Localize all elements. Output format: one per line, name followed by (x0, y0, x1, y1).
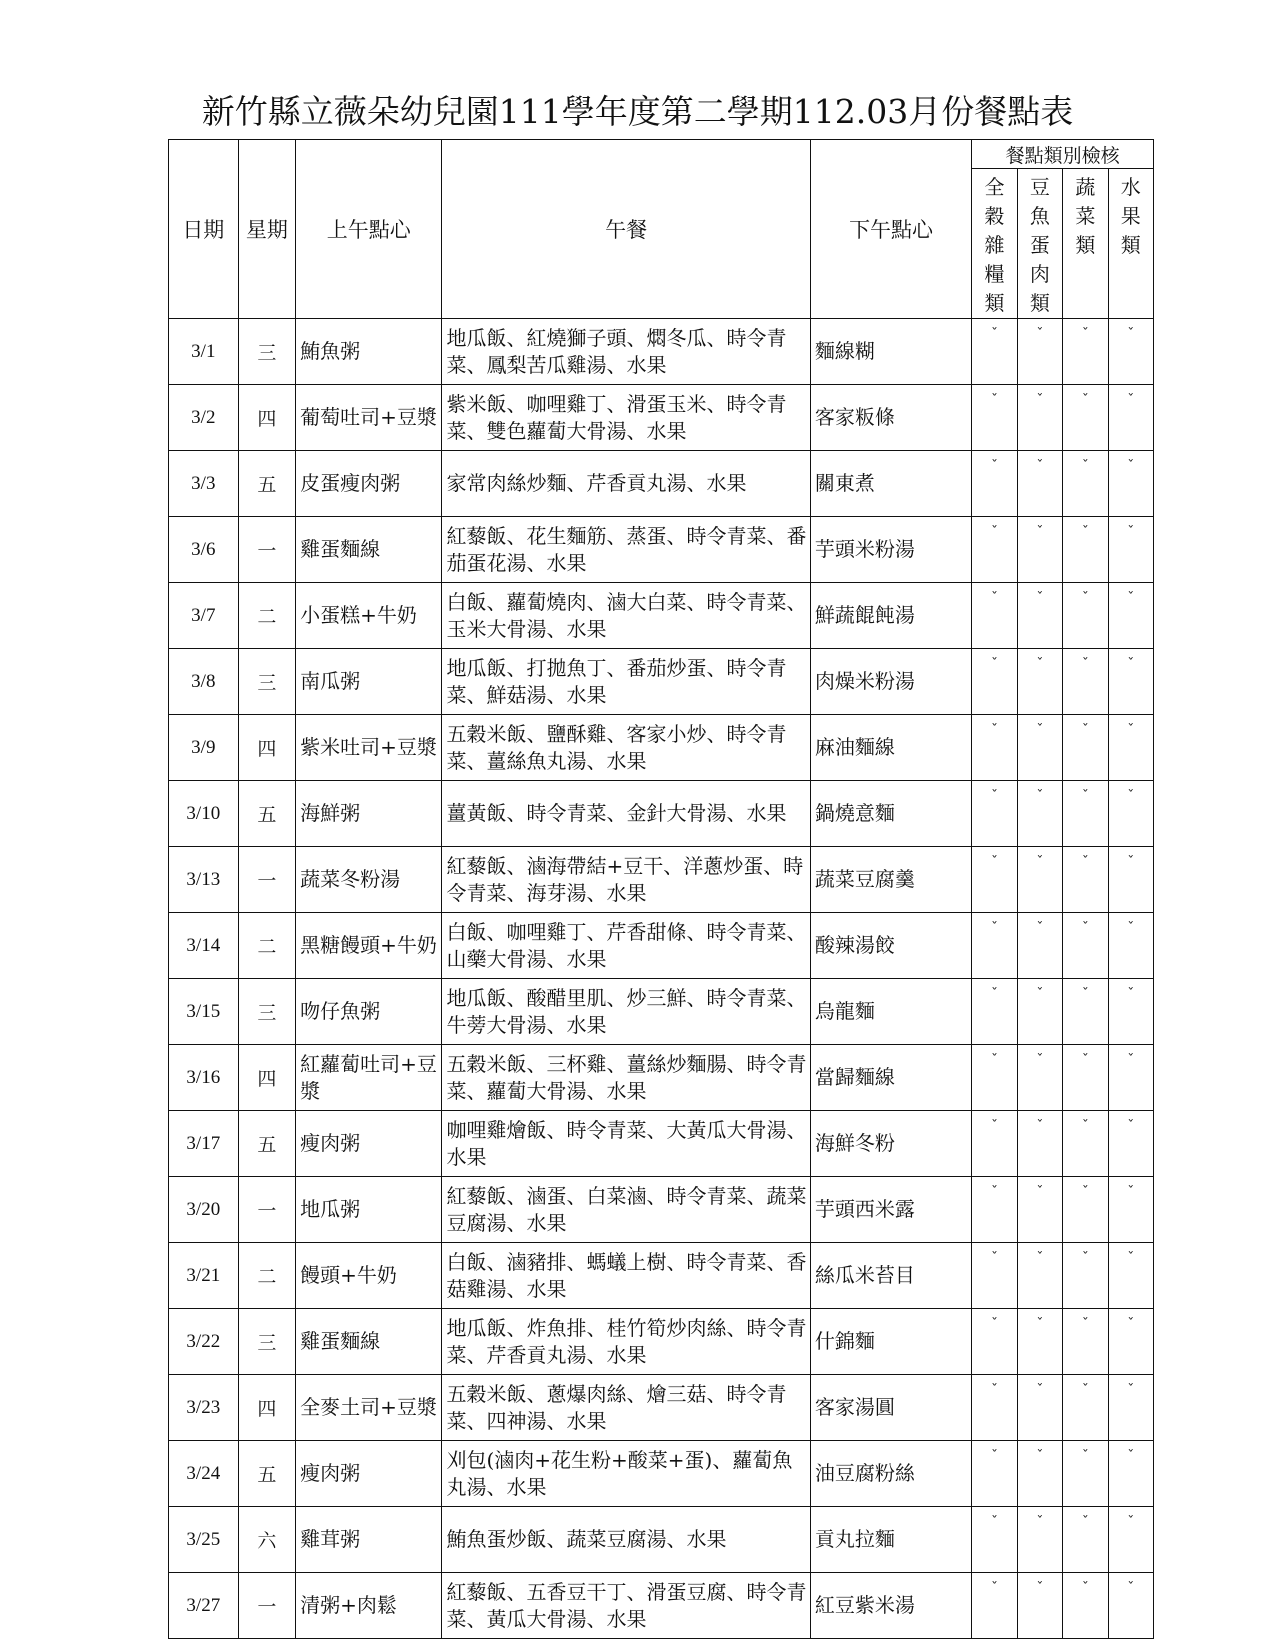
check-grains: ˇ (972, 1309, 1017, 1375)
check-fruits: ˇ (1108, 1507, 1153, 1573)
table-row (169, 1243, 1154, 1309)
cell-morning-snack: 雞蛋麵線 (296, 1309, 442, 1375)
check-fruits: ˇ (1108, 1177, 1153, 1243)
check-vegetables: ˇ (1063, 1507, 1108, 1573)
cell-weekday: 五 (238, 451, 296, 517)
table-row (169, 781, 1154, 847)
table-row (169, 385, 1154, 451)
header-afternoon-snack: 下午點心 (810, 140, 971, 319)
header-check-fruits (1108, 169, 1153, 319)
check-grains: ˇ (972, 781, 1017, 847)
cell-lunch: 家常肉絲炒麵、芹香貢丸湯、水果 (442, 451, 810, 517)
cell-lunch: 刈包(滷肉+花生粉+酸菜+蛋)、蘿蔔魚丸湯、水果 (442, 1441, 810, 1507)
cell-weekday: 二 (238, 913, 296, 979)
cell-date: 3/22 (169, 1309, 239, 1375)
cell-weekday: 四 (238, 1375, 296, 1441)
header-check-char: 雜 (984, 233, 1005, 257)
cell-date: 3/17 (169, 1111, 239, 1177)
cell-date: 3/16 (169, 1045, 239, 1111)
cell-date: 3/7 (169, 583, 239, 649)
cell-weekday: 五 (238, 1441, 296, 1507)
check-protein: ˇ (1017, 715, 1062, 781)
cell-morning-snack: 紫米吐司+豆漿 (296, 715, 442, 781)
header-morning-snack: 上午點心 (296, 140, 442, 319)
header-lunch: 午餐 (442, 140, 810, 319)
cell-date: 3/15 (169, 979, 239, 1045)
header-date: 日期 (169, 140, 239, 319)
cell-date: 3/1 (169, 319, 239, 385)
cell-morning-snack: 皮蛋瘦肉粥 (296, 451, 442, 517)
check-vegetables: ˇ (1063, 1573, 1108, 1639)
cell-lunch: 五穀米飯、三杯雞、薑絲炒麵腸、時令青菜、蘿蔔大骨湯、水果 (442, 1045, 810, 1111)
cell-weekday: 三 (238, 319, 296, 385)
header-check-char: 類 (1120, 233, 1141, 257)
check-vegetables: ˇ (1063, 1111, 1108, 1177)
cell-lunch: 咖哩雞燴飯、時令青菜、大黃瓜大骨湯、水果 (442, 1111, 810, 1177)
table-row (169, 979, 1154, 1045)
table-row (169, 1111, 1154, 1177)
cell-afternoon-snack: 酸辣湯餃 (810, 913, 971, 979)
check-protein: ˇ (1017, 847, 1062, 913)
cell-lunch: 五穀米飯、鹽酥雞、客家小炒、時令青菜、薑絲魚丸湯、水果 (442, 715, 810, 781)
cell-weekday: 四 (238, 1045, 296, 1111)
check-fruits: ˇ (1108, 583, 1153, 649)
check-fruits: ˇ (1108, 1045, 1153, 1111)
cell-morning-snack: 紅蘿蔔吐司+豆漿 (296, 1045, 442, 1111)
check-protein: ˇ (1017, 979, 1062, 1045)
cell-weekday: 六 (238, 1507, 296, 1573)
check-vegetables: ˇ (1063, 847, 1108, 913)
cell-lunch: 地瓜飯、打拋魚丁、番茄炒蛋、時令青菜、鮮菇湯、水果 (442, 649, 810, 715)
header-check-char: 豆 (1029, 175, 1050, 199)
check-protein: ˇ (1017, 583, 1062, 649)
cell-lunch: 紅藜飯、滷海帶結+豆干、洋蔥炒蛋、時令青菜、海芽湯、水果 (442, 847, 810, 913)
cell-afternoon-snack: 麵線糊 (810, 319, 971, 385)
cell-afternoon-snack: 關東煮 (810, 451, 971, 517)
check-vegetables: ˇ (1063, 583, 1108, 649)
cell-morning-snack: 小蛋糕+牛奶 (296, 583, 442, 649)
cell-morning-snack: 雞蛋麵線 (296, 517, 442, 583)
check-vegetables: ˇ (1063, 451, 1108, 517)
cell-date: 3/14 (169, 913, 239, 979)
cell-weekday: 四 (238, 715, 296, 781)
check-fruits: ˇ (1108, 1573, 1153, 1639)
cell-weekday: 三 (238, 649, 296, 715)
cell-lunch: 鮪魚蛋炒飯、蔬菜豆腐湯、水果 (442, 1507, 810, 1573)
cell-afternoon-snack: 麻油麵線 (810, 715, 971, 781)
check-grains: ˇ (972, 1111, 1017, 1177)
cell-afternoon-snack: 當歸麵線 (810, 1045, 971, 1111)
cell-afternoon-snack: 油豆腐粉絲 (810, 1441, 971, 1507)
header-check-vegetables (1063, 169, 1108, 319)
check-grains: ˇ (972, 517, 1017, 583)
check-grains: ˇ (972, 1177, 1017, 1243)
header-check-group: 餐點類別檢核 (972, 140, 1154, 169)
check-vegetables: ˇ (1063, 913, 1108, 979)
header-check-char: 穀 (984, 204, 1005, 228)
table-row (169, 319, 1154, 385)
check-grains: ˇ (972, 913, 1017, 979)
check-fruits: ˇ (1108, 715, 1153, 781)
cell-afternoon-snack: 蔬菜豆腐羹 (810, 847, 971, 913)
cell-weekday: 三 (238, 979, 296, 1045)
cell-afternoon-snack: 鮮蔬餛飩湯 (810, 583, 971, 649)
cell-weekday: 一 (238, 1573, 296, 1639)
check-protein: ˇ (1017, 1441, 1062, 1507)
cell-morning-snack: 清粥+肉鬆 (296, 1573, 442, 1639)
check-fruits: ˇ (1108, 1375, 1153, 1441)
cell-afternoon-snack: 客家粄條 (810, 385, 971, 451)
check-protein: ˇ (1017, 1309, 1062, 1375)
cell-date: 3/10 (169, 781, 239, 847)
header-check-char: 全 (984, 175, 1005, 199)
cell-date: 3/23 (169, 1375, 239, 1441)
cell-lunch: 五穀米飯、蔥爆肉絲、燴三菇、時令青菜、四神湯、水果 (442, 1375, 810, 1441)
cell-date: 3/9 (169, 715, 239, 781)
header-check-char: 菜 (1075, 204, 1096, 228)
cell-weekday: 二 (238, 1243, 296, 1309)
check-protein: ˇ (1017, 385, 1062, 451)
cell-afternoon-snack: 烏龍麵 (810, 979, 971, 1045)
cell-afternoon-snack: 海鮮冬粉 (810, 1111, 971, 1177)
check-vegetables: ˇ (1063, 517, 1108, 583)
check-protein: ˇ (1017, 649, 1062, 715)
table-row (169, 1507, 1154, 1573)
check-protein: ˇ (1017, 1045, 1062, 1111)
check-vegetables: ˇ (1063, 1177, 1108, 1243)
cell-afternoon-snack: 肉燥米粉湯 (810, 649, 971, 715)
cell-lunch: 紅藜飯、五香豆干丁、滑蛋豆腐、時令青菜、黃瓜大骨湯、水果 (442, 1573, 810, 1639)
header-weekday: 星期 (238, 140, 296, 319)
cell-morning-snack: 地瓜粥 (296, 1177, 442, 1243)
table-row (169, 583, 1154, 649)
cell-afternoon-snack: 鍋燒意麵 (810, 781, 971, 847)
cell-weekday: 四 (238, 385, 296, 451)
cell-afternoon-snack: 絲瓜米苔目 (810, 1243, 971, 1309)
cell-weekday: 一 (238, 847, 296, 913)
header-check-char: 糧 (984, 262, 1005, 286)
meal-table (168, 139, 1154, 1639)
cell-afternoon-snack: 貢丸拉麵 (810, 1507, 971, 1573)
check-fruits: ˇ (1108, 1111, 1153, 1177)
check-grains: ˇ (972, 847, 1017, 913)
table-row (169, 715, 1154, 781)
header-check-grains (972, 169, 1017, 319)
table-row (169, 517, 1154, 583)
check-vegetables: ˇ (1063, 979, 1108, 1045)
page-title: 新竹縣立薇朵幼兒園111學年度第二學期112.03月份餐點表 (201, 92, 1074, 131)
cell-lunch: 白飯、咖哩雞丁、芹香甜條、時令青菜、山藥大骨湯、水果 (442, 913, 810, 979)
check-protein: ˇ (1017, 1573, 1062, 1639)
check-vegetables: ˇ (1063, 1375, 1108, 1441)
cell-weekday: 一 (238, 517, 296, 583)
check-vegetables: ˇ (1063, 1309, 1108, 1375)
check-grains: ˇ (972, 649, 1017, 715)
cell-weekday: 五 (238, 1111, 296, 1177)
cell-lunch: 白飯、蘿蔔燒肉、滷大白菜、時令青菜、玉米大骨湯、水果 (442, 583, 810, 649)
check-grains: ˇ (972, 1573, 1017, 1639)
check-fruits: ˇ (1108, 1309, 1153, 1375)
check-vegetables: ˇ (1063, 1045, 1108, 1111)
cell-date: 3/21 (169, 1243, 239, 1309)
header-check-char: 肉 (1029, 262, 1050, 286)
check-fruits: ˇ (1108, 517, 1153, 583)
check-grains: ˇ (972, 319, 1017, 385)
cell-date: 3/3 (169, 451, 239, 517)
table-row (169, 1045, 1154, 1111)
check-fruits: ˇ (1108, 979, 1153, 1045)
table-row (169, 847, 1154, 913)
check-protein: ˇ (1017, 517, 1062, 583)
cell-weekday: 一 (238, 1177, 296, 1243)
cell-morning-snack: 雞茸粥 (296, 1507, 442, 1573)
table-row (169, 1441, 1154, 1507)
cell-weekday: 二 (238, 583, 296, 649)
check-fruits: ˇ (1108, 913, 1153, 979)
cell-morning-snack: 全麥土司+豆漿 (296, 1375, 442, 1441)
cell-morning-snack: 瘦肉粥 (296, 1111, 442, 1177)
cell-lunch: 地瓜飯、紅燒獅子頭、燜冬瓜、時令青菜、鳳梨苦瓜雞湯、水果 (442, 319, 810, 385)
check-grains: ˇ (972, 1441, 1017, 1507)
check-protein: ˇ (1017, 319, 1062, 385)
cell-lunch: 白飯、滷豬排、螞蟻上樹、時令青菜、香菇雞湯、水果 (442, 1243, 810, 1309)
cell-date: 3/24 (169, 1441, 239, 1507)
cell-morning-snack: 葡萄吐司+豆漿 (296, 385, 442, 451)
header-check-char: 蔬 (1075, 175, 1096, 199)
cell-morning-snack: 海鮮粥 (296, 781, 442, 847)
check-protein: ˇ (1017, 1177, 1062, 1243)
header-check-char: 蛋 (1029, 233, 1050, 257)
check-fruits: ˇ (1108, 1441, 1153, 1507)
cell-date: 3/8 (169, 649, 239, 715)
check-fruits: ˇ (1108, 649, 1153, 715)
cell-morning-snack: 南瓜粥 (296, 649, 442, 715)
check-grains: ˇ (972, 385, 1017, 451)
cell-afternoon-snack: 什錦麵 (810, 1309, 971, 1375)
cell-morning-snack: 瘦肉粥 (296, 1441, 442, 1507)
cell-afternoon-snack: 紅豆紫米湯 (810, 1573, 971, 1639)
check-vegetables: ˇ (1063, 715, 1108, 781)
cell-lunch: 薑黃飯、時令青菜、金針大骨湯、水果 (442, 781, 810, 847)
cell-morning-snack: 蔬菜冬粉湯 (296, 847, 442, 913)
check-vegetables: ˇ (1063, 649, 1108, 715)
header-check-char: 類 (1075, 233, 1096, 257)
header-check-char: 魚 (1029, 204, 1050, 228)
cell-lunch: 紅藜飯、花生麵筋、蒸蛋、時令青菜、番茄蛋花湯、水果 (442, 517, 810, 583)
check-fruits: ˇ (1108, 451, 1153, 517)
cell-weekday: 三 (238, 1309, 296, 1375)
check-protein: ˇ (1017, 1111, 1062, 1177)
check-protein: ˇ (1017, 1507, 1062, 1573)
check-fruits: ˇ (1108, 385, 1153, 451)
header-check-char: 果 (1120, 204, 1141, 228)
cell-morning-snack: 黑糖饅頭+牛奶 (296, 913, 442, 979)
check-vegetables: ˇ (1063, 1441, 1108, 1507)
header-check-char: 類 (1029, 291, 1050, 315)
header-check-char: 水 (1120, 175, 1141, 199)
cell-morning-snack: 饅頭+牛奶 (296, 1243, 442, 1309)
cell-morning-snack: 鮪魚粥 (296, 319, 442, 385)
check-fruits: ˇ (1108, 781, 1153, 847)
check-grains: ˇ (972, 1507, 1017, 1573)
table-row (169, 1375, 1154, 1441)
check-grains: ˇ (972, 979, 1017, 1045)
check-vegetables: ˇ (1063, 385, 1108, 451)
cell-afternoon-snack: 客家湯圓 (810, 1375, 971, 1441)
table-row (169, 1177, 1154, 1243)
check-protein: ˇ (1017, 913, 1062, 979)
header-check-protein (1017, 169, 1062, 319)
check-grains: ˇ (972, 1243, 1017, 1309)
cell-morning-snack: 吻仔魚粥 (296, 979, 442, 1045)
cell-date: 3/25 (169, 1507, 239, 1573)
check-grains: ˇ (972, 1375, 1017, 1441)
table-row (169, 1573, 1154, 1639)
check-vegetables: ˇ (1063, 1243, 1108, 1309)
check-protein: ˇ (1017, 1243, 1062, 1309)
cell-date: 3/27 (169, 1573, 239, 1639)
table-row (169, 913, 1154, 979)
cell-date: 3/13 (169, 847, 239, 913)
check-protein: ˇ (1017, 1375, 1062, 1441)
check-fruits: ˇ (1108, 847, 1153, 913)
check-grains: ˇ (972, 715, 1017, 781)
check-grains: ˇ (972, 451, 1017, 517)
check-vegetables: ˇ (1063, 319, 1108, 385)
check-grains: ˇ (972, 1045, 1017, 1111)
cell-afternoon-snack: 芋頭米粉湯 (810, 517, 971, 583)
table-row (169, 649, 1154, 715)
header-check-char: 類 (984, 291, 1005, 315)
check-grains: ˇ (972, 583, 1017, 649)
cell-lunch: 地瓜飯、酸醋里肌、炒三鮮、時令青菜、牛蒡大骨湯、水果 (442, 979, 810, 1045)
cell-date: 3/6 (169, 517, 239, 583)
check-vegetables: ˇ (1063, 781, 1108, 847)
check-protein: ˇ (1017, 781, 1062, 847)
cell-weekday: 五 (238, 781, 296, 847)
cell-lunch: 紫米飯、咖哩雞丁、滑蛋玉米、時令青菜、雙色蘿蔔大骨湯、水果 (442, 385, 810, 451)
cell-lunch: 紅藜飯、滷蛋、白菜滷、時令青菜、蔬菜豆腐湯、水果 (442, 1177, 810, 1243)
cell-afternoon-snack: 芋頭西米露 (810, 1177, 971, 1243)
check-protein: ˇ (1017, 451, 1062, 517)
table-row (169, 1309, 1154, 1375)
cell-date: 3/2 (169, 385, 239, 451)
cell-lunch: 地瓜飯、炸魚排、桂竹筍炒肉絲、時令青菜、芹香貢丸湯、水果 (442, 1309, 810, 1375)
check-fruits: ˇ (1108, 319, 1153, 385)
check-fruits: ˇ (1108, 1243, 1153, 1309)
table-row (169, 451, 1154, 517)
cell-date: 3/20 (169, 1177, 239, 1243)
